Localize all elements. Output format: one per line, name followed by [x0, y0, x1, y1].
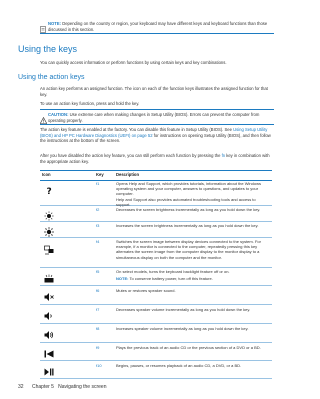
key-label: f10 — [96, 363, 102, 368]
section-intro: You can quickly access information or perform functions by using certain keys and key combinations. — [40, 60, 227, 65]
subsection-paragraph-2: To use an action key function, press and hold the key. — [40, 101, 140, 106]
help-icon — [44, 182, 54, 195]
header-key: Key — [96, 172, 104, 177]
key-description: Begins, pauses, or resumes playback of an audio CD, a DVD, or a BD. — [116, 363, 242, 368]
key-label: f6 — [96, 288, 100, 293]
fn-key-paragraph: After you have disabled the action key feature, you can still perform each function by pressing the fn key in combination with the appropriate action key. — [40, 153, 270, 164]
key-description: Increases speaker volume incrementally as long as you hold down the key. — [116, 326, 249, 331]
setup-utility-link[interactable]: Using Setup Utility (BIOS) and HP PC Hardware Diagnostics (UEFI) on page 52 — [40, 127, 268, 138]
keyboard-backlight-icon — [44, 271, 54, 281]
key-note-label: NOTE: — [116, 276, 129, 281]
key-label: f9 — [96, 345, 100, 350]
note-text: NOTE: Depending on the country or region, your keyboard may have different keys and keyboard functions than those discussed in this section. — [48, 21, 268, 32]
key-label: f4 — [96, 239, 100, 244]
action-key-paragraph: The action key feature is enabled at the factory. You can disable this feature in Setup Utility (BIOS). See Using Setup Utility (BIOS) and HP PC Hardware Diagnostics (UEFI) on page 52 for instructions on opening Setup Utility (BIOS), and then follow the instructions at the bottom of the screen. — [40, 127, 271, 144]
key-label: f3 — [96, 223, 100, 228]
volume-down-icon — [44, 308, 54, 318]
play-pause-icon — [44, 364, 54, 374]
key-label: f7 — [96, 307, 100, 312]
key-description: Decreases speaker volume incrementally as long as you hold down the key. — [116, 307, 251, 312]
fn-key-label: fn — [221, 153, 226, 158]
key-label: f8 — [96, 326, 100, 331]
chapter-title: Chapter 5 Navigating the screen — [32, 384, 107, 390]
header-icon: Icon — [42, 172, 51, 177]
previous-track-icon — [44, 346, 54, 356]
key-description: Mutes or restores speaker sound. — [116, 288, 176, 293]
key-description: Decreases the screen brightness incrementally as long as you hold down the key. — [116, 207, 261, 212]
key-label: f5 — [96, 269, 100, 274]
page-number: 32 — [18, 384, 24, 390]
key-description: Opens Help and Support, which provides tutorials, information about the Windows operating system and your computer, answers to questions, and updates to your computer. — [116, 181, 261, 197]
section-title: Using the keys — [18, 44, 78, 54]
caution-label: CAUTION: — [48, 112, 69, 117]
key-description: Plays the previous track of an audio CD or the previous section of a DVD or a BD. — [116, 345, 261, 350]
brightness-up-icon — [44, 224, 54, 234]
key-note: NOTE: To conserve battery power, turn off this feature. — [116, 276, 213, 281]
caution-text: CAUTION: Use extreme care when making changes in Setup Utility (BIOS). Errors can prevent the computer from operating properly. — [48, 112, 260, 123]
mute-icon — [44, 289, 54, 299]
key-description-extra: Help and Support also provides automated troubleshooting tools and access to support. — [116, 197, 256, 208]
key-description: On select models, turns the keyboard backlight feature off or on. — [116, 269, 230, 274]
switch-display-icon — [44, 242, 54, 252]
subsection-paragraph-1: An action key performs an assigned function. The icon on each of the function keys illustrates the assigned function for that key. — [40, 86, 268, 97]
key-label: f2 — [96, 207, 100, 212]
key-label: f1 — [96, 181, 100, 186]
note-icon — [40, 20, 47, 27]
brightness-down-icon — [44, 208, 54, 218]
key-description: Increases the screen brightness incrementally as long as you hold down the key. — [116, 223, 259, 228]
subsection-title: Using the action keys — [18, 74, 85, 81]
note-rule — [40, 33, 274, 34]
note-label: NOTE: — [48, 21, 62, 26]
warning-icon — [40, 111, 47, 118]
key-description: Switches the screen image between display devices connected to the system. For example, if a monitor is connected to the computer, repeatedly pressing this key alternates the screen image from the computer display to the monitor display to a simultaneous display on both the computer and the monitor. — [116, 239, 261, 260]
header-description: Description — [116, 172, 140, 177]
caution-rule-top — [40, 109, 274, 110]
svg-text:?: ? — [46, 187, 52, 195]
volume-up-icon — [44, 327, 54, 337]
caution-rule-bottom — [40, 124, 274, 125]
